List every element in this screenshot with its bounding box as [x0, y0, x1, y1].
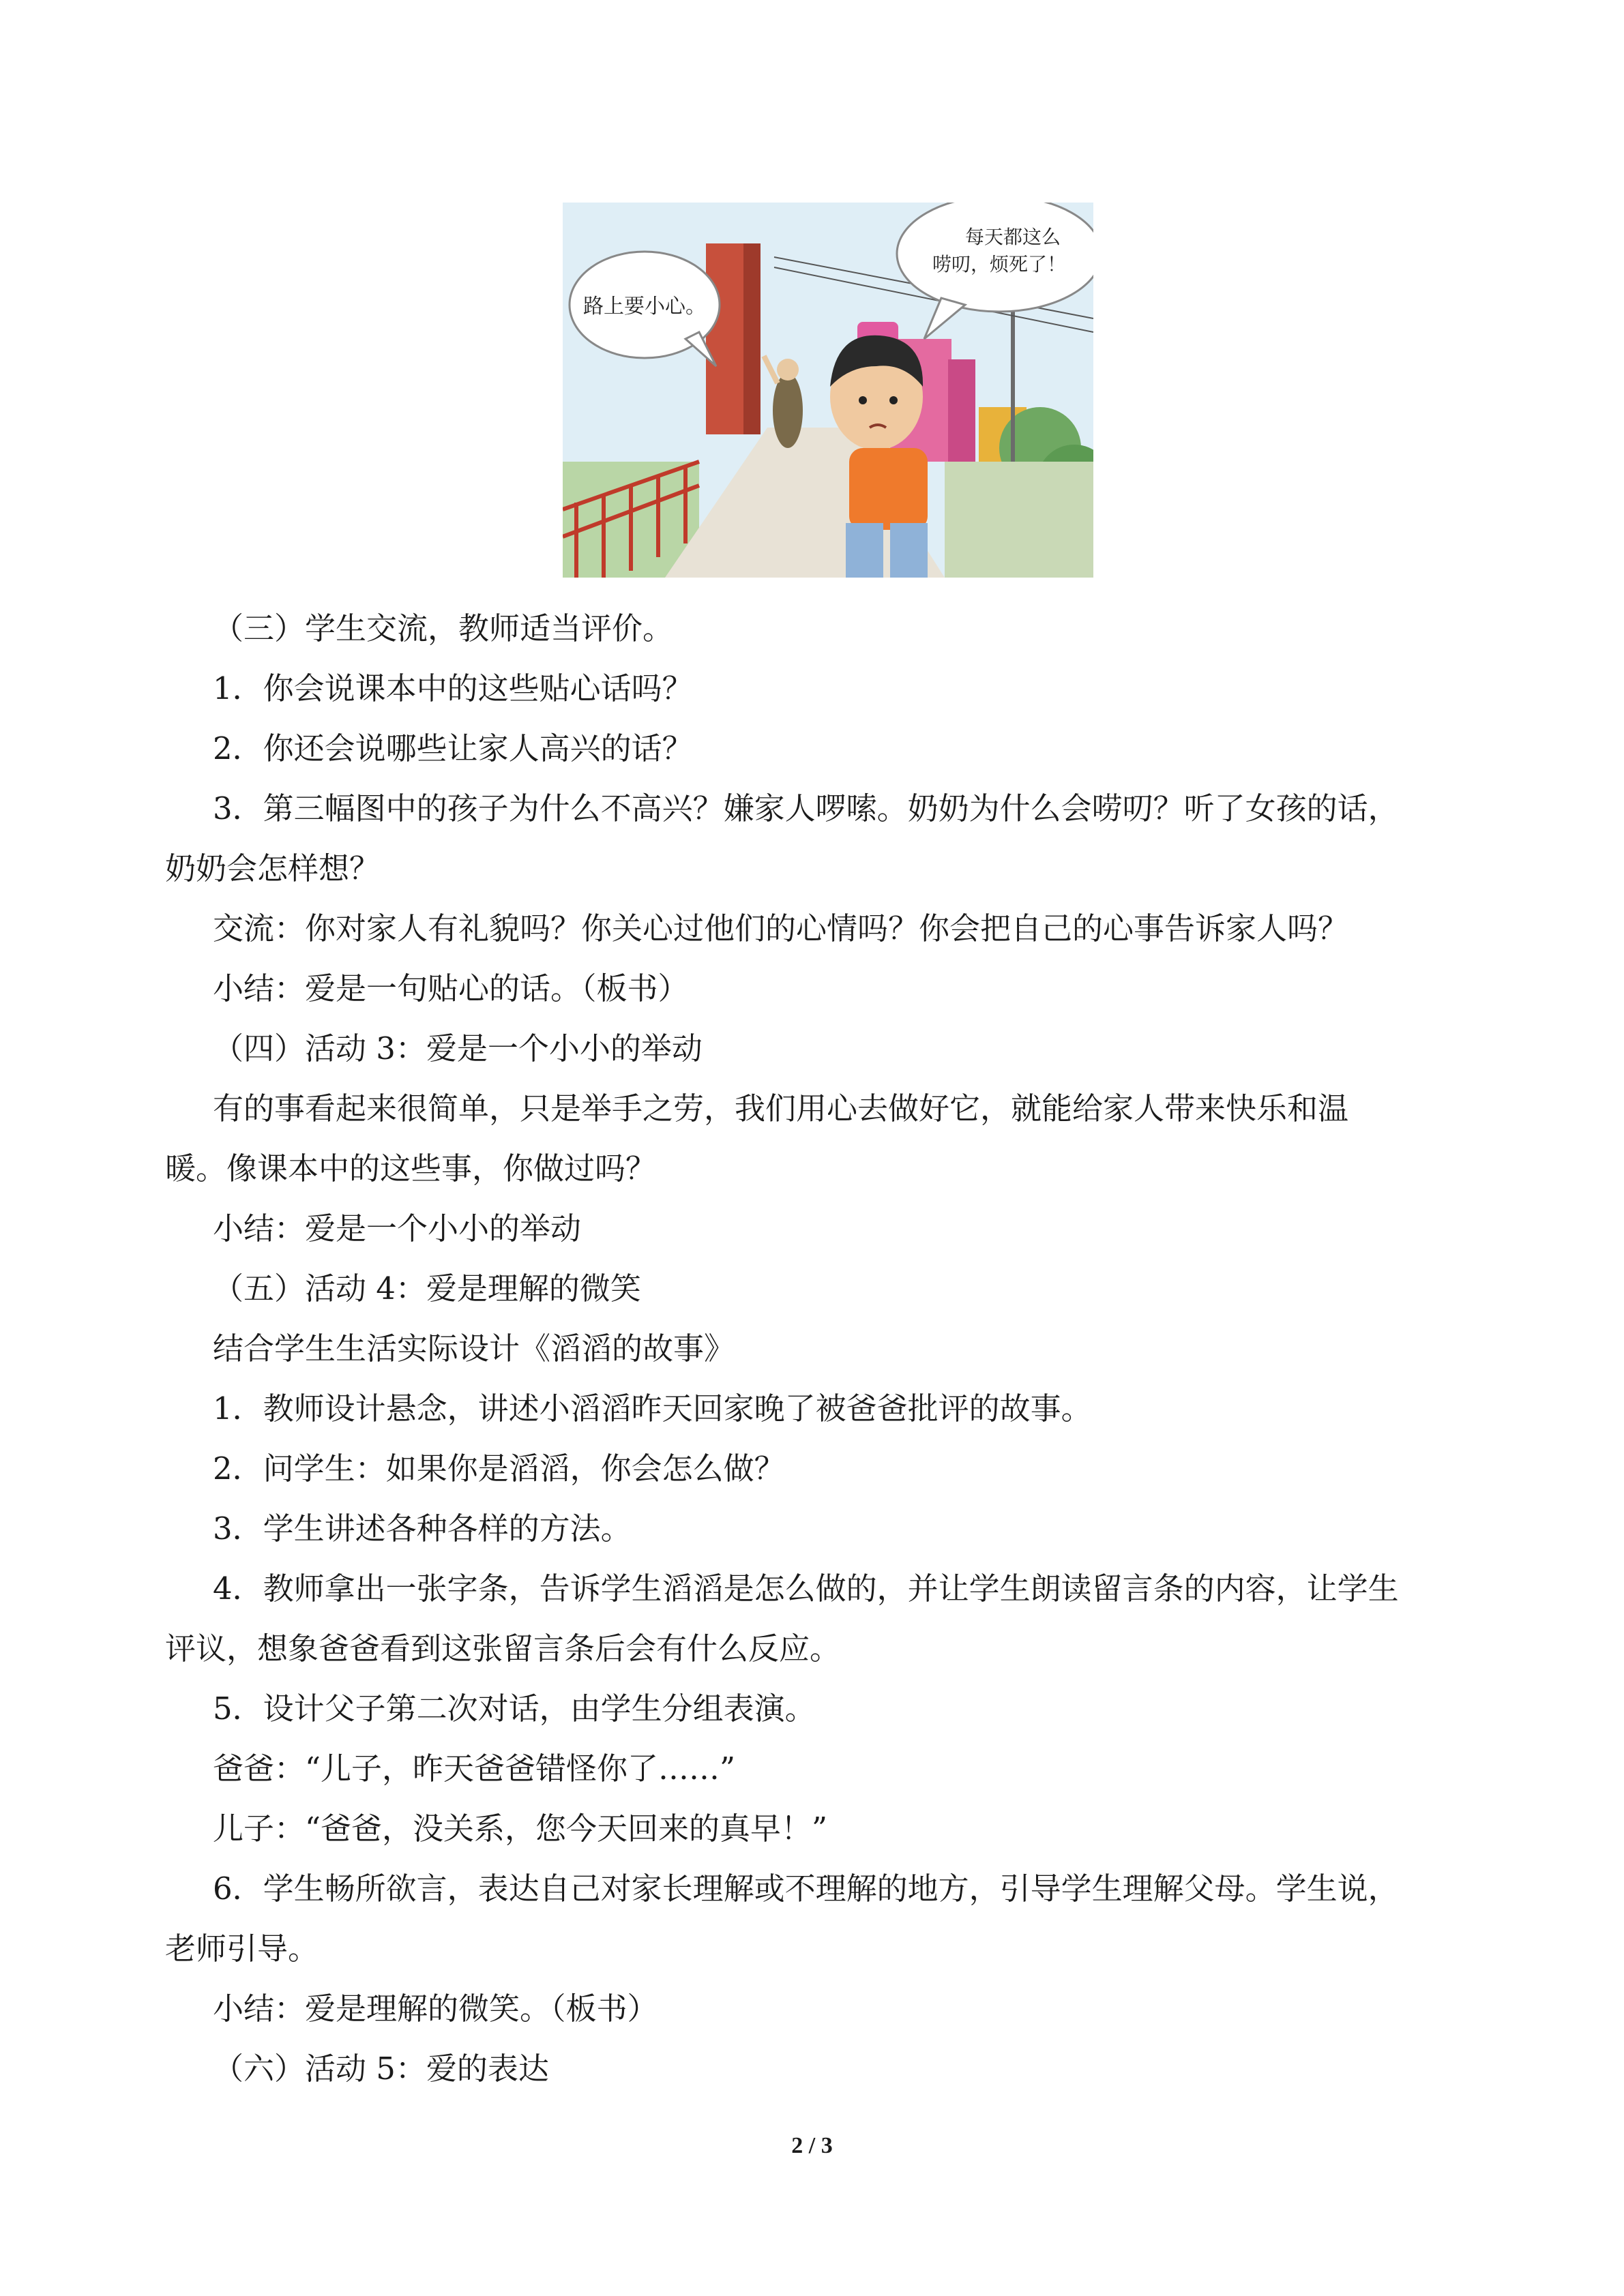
question-3-line1: 3．第三幅图中的孩子为什么不高兴？嫌家人啰嗦。奶奶为什么会唠叨？听了女孩的话，: [213, 790, 1399, 826]
cartoon-illustration: [563, 203, 1093, 578]
lesson-body: [165, 599, 1488, 2099]
page-number: 2 / 3: [791, 2133, 833, 2158]
step-3: 3．学生讲述各种各样的方法。: [213, 1510, 632, 1547]
question-2: 2．你还会说哪些让家人高兴的话？: [213, 730, 693, 766]
grandma-speech-text: 路上要小心。: [583, 295, 706, 318]
step-5: 5．设计父子第二次对话，由学生分组表演。: [213, 1690, 816, 1727]
question-3-line2: 奶奶会怎样想？: [165, 850, 381, 886]
activity-3-heading: （四）活动 3：爱是一个小小的举动: [213, 1030, 703, 1067]
dialogue-father: 爸爸：“儿子，昨天爸爸错怪你了……”: [213, 1750, 736, 1787]
step-6-line2: 老师引导。: [165, 1930, 319, 1967]
boy-speech-text-line2: 唠叨，烦死了！: [932, 253, 1067, 275]
activity-5-heading: （六）活动 5：爱的表达: [213, 2051, 549, 2087]
activity-4-heading: （五）活动 4：爱是理解的微笑: [213, 1270, 641, 1307]
boy-speech-text-line1: 每天都这么: [964, 226, 1061, 248]
step-2: 2．问学生：如果你是滔滔，你会怎么做？: [213, 1450, 785, 1487]
activity-3-text-line1: 有的事看起来很简单，只是举手之劳，我们用心去做好它，就能给家人带来快乐和温: [213, 1090, 1349, 1127]
exchange-paragraph: 交流：你对家人有礼貌吗？你关心过他们的心情吗？你会把自己的心事告诉家人吗？: [213, 910, 1349, 946]
summary-3: 小结：爱是理解的微笑。（板书）: [213, 1991, 658, 2027]
step-1: 1．教师设计悬念，讲述小滔滔昨天回家晚了被爸爸批评的故事。: [213, 1390, 1092, 1427]
story-design-line: 结合学生生活实际设计《滔滔的故事》: [213, 1330, 735, 1367]
summary-2: 小结：爱是一个小小的举动: [213, 1210, 582, 1247]
question-1: 1．你会说课本中的这些贴心话吗？: [213, 670, 693, 706]
step-4-line1: 4．教师拿出一张字条，告诉学生滔滔是怎么做的，并让学生朗读留言条的内容，让学生: [213, 1570, 1399, 1607]
summary-1: 小结：爱是一句贴心的话。（板书）: [213, 970, 689, 1007]
dialogue-son: 儿子：“爸爸，没关系，您今天回来的真早！”: [213, 1810, 828, 1847]
activity-3-text-line2: 暖。像课本中的这些事，你做过吗？: [165, 1150, 657, 1187]
step-6-line1: 6．学生畅所欲言，表达自己对家长理解或不理解的地方，引导学生理解父母。学生说，: [213, 1870, 1399, 1907]
step-4-line2: 评议，想象爸爸看到这张留言条后会有什么反应。: [165, 1630, 841, 1667]
section-three-heading: （三）学生交流，教师适当评价。: [213, 610, 674, 646]
